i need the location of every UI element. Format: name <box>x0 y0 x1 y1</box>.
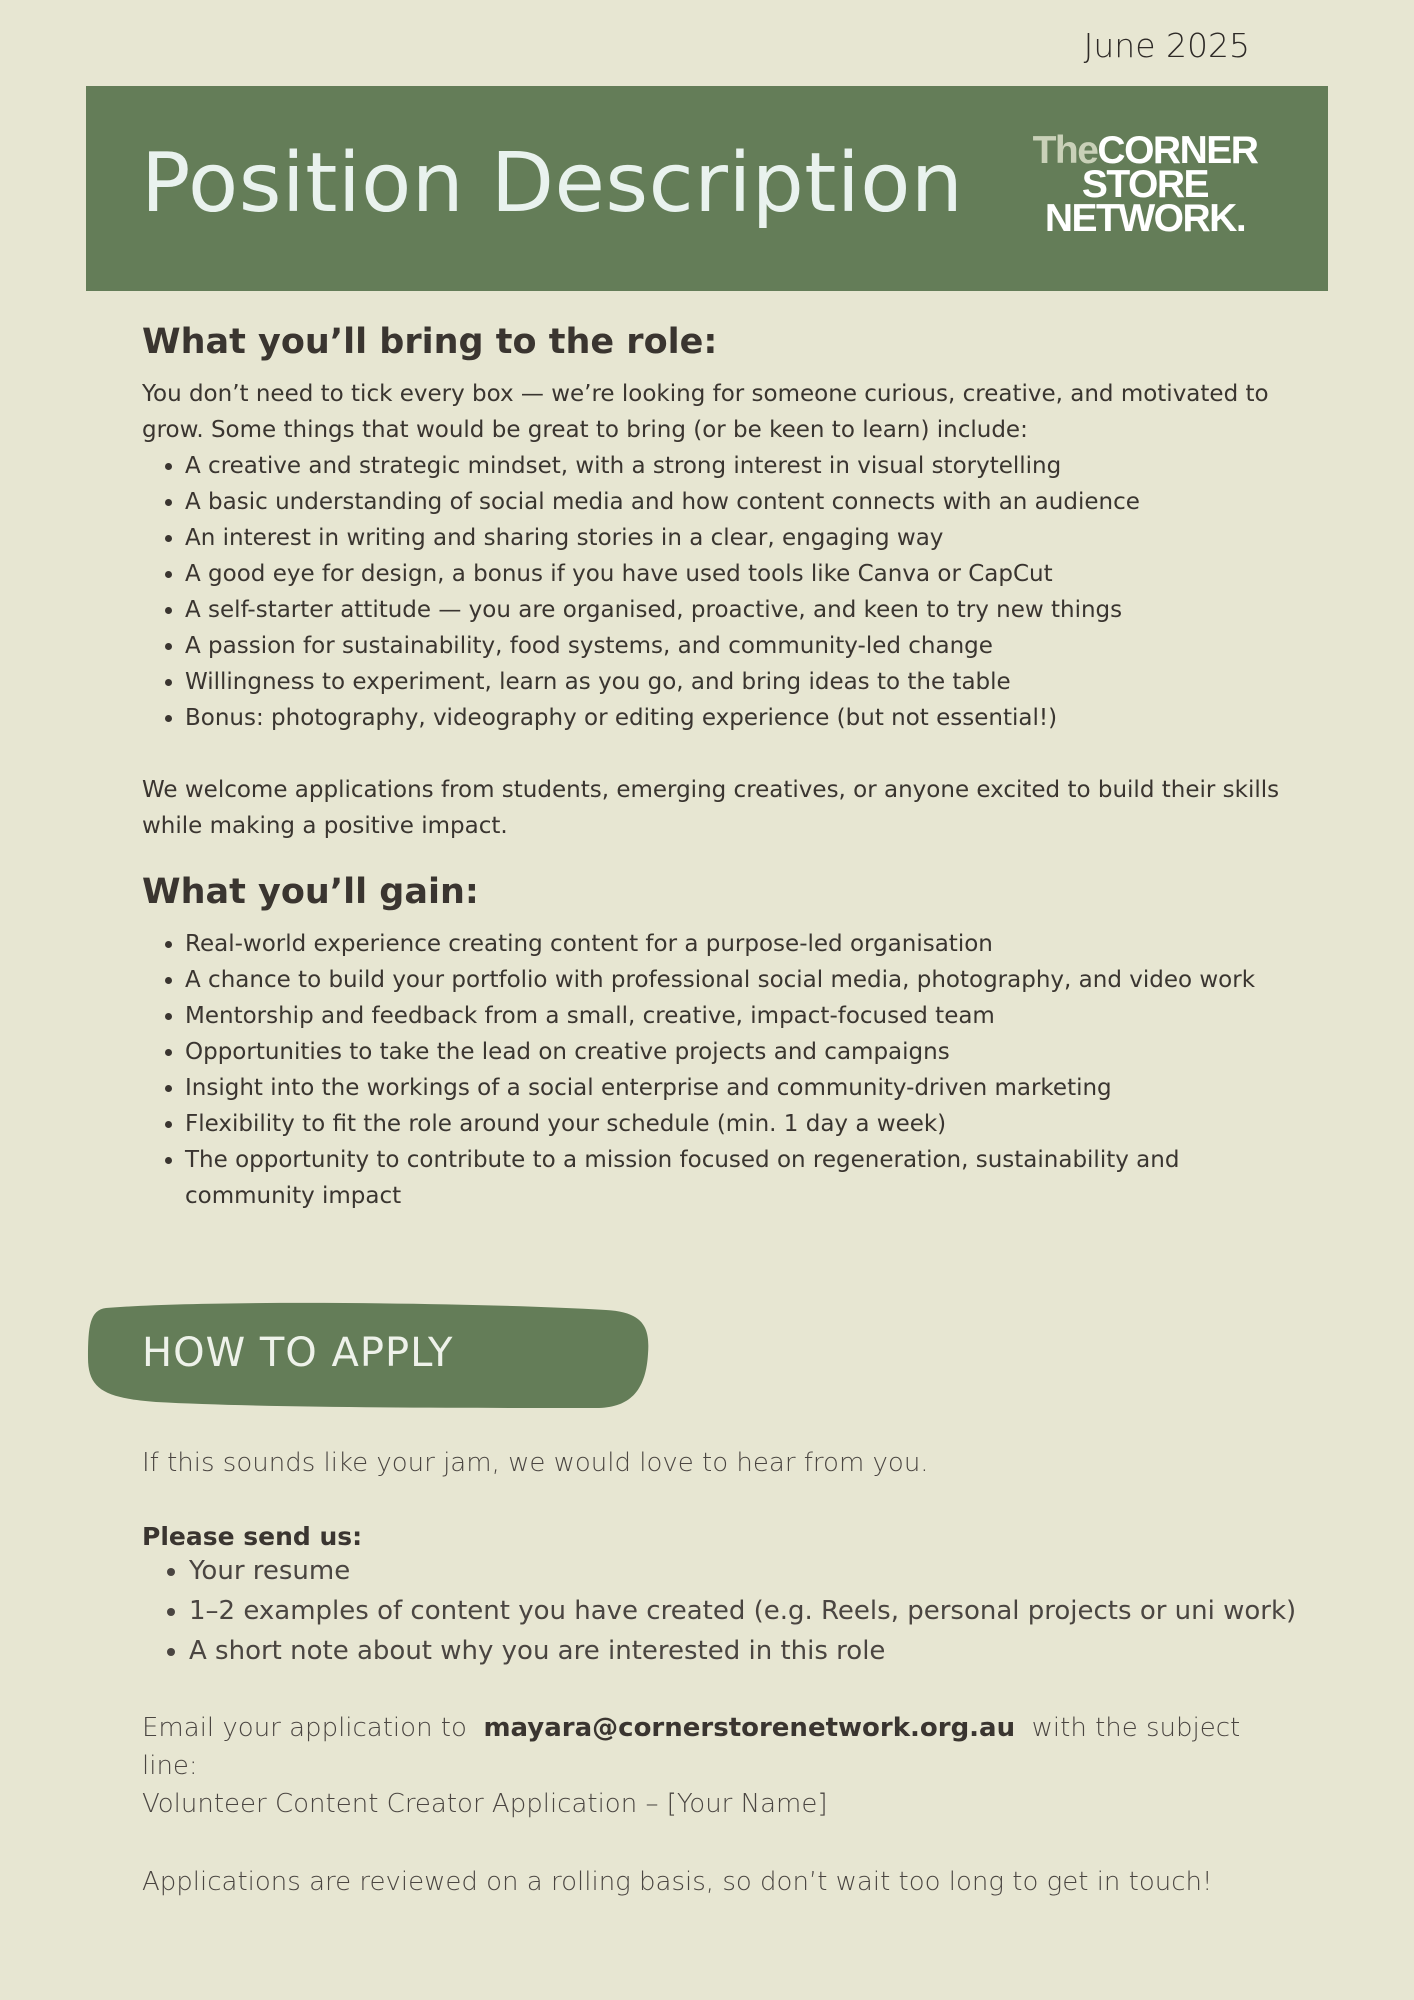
list-item: • A good eye for design, a bonus if you have used tools like Canva or CapCut <box>185 556 1302 592</box>
bring-list <box>142 448 1302 736</box>
list-item: • Your resume <box>189 1551 1302 1591</box>
email-instruction: Email your application to mayara@cornerstorenetwork.org.au with the subject line: <box>142 1713 1241 1781</box>
send-label: Please send us: <box>142 1522 363 1551</box>
bring-intro: You don’t need to tick every box — we’re looking for someone curious, creative, and motivated to grow. Some things that would be great to bring (or be keen to learn) include: <box>142 381 1269 443</box>
list-item: • An interest in writing and sharing stories in a clear, engaging way <box>185 520 1302 556</box>
gain-section <box>142 872 1302 1214</box>
list-item: • Flexibility to fit the role around your schedule (min. 1 day a week) <box>185 1106 1275 1142</box>
list-item: • Bonus: photography, videography or editing experience (but not essential!) <box>185 700 1302 736</box>
subject-line: Volunteer Content Creator Application – [Your Name] <box>142 1789 828 1819</box>
list-item: • Opportunities to take the lead on creative projects and campaigns <box>185 1034 1275 1070</box>
list-item: • Insight into the workings of a social enterprise and community-driven marketing <box>185 1070 1275 1106</box>
list-item: • A self-starter attitude — you are organised, proactive, and keen to try new things <box>185 592 1302 628</box>
page-title: Position Description <box>141 136 964 231</box>
apply-intro: If this sounds like your jam, we would love to hear from you. <box>142 1448 929 1478</box>
list-item: • A chance to build your portfolio with professional social media, photography, and video work <box>185 962 1275 998</box>
organisation-logo: TheCORNER STORE NETWORK. <box>1032 129 1258 240</box>
gain-list <box>142 926 1275 1214</box>
closing-note: Applications are reviewed on a rolling basis, so don’t wait too long to get in touch! <box>142 1867 1213 1897</box>
list-item: • A creative and strategic mindset, with a strong interest in visual storytelling <box>185 448 1302 484</box>
how-to-apply-heading: HOW TO APPLY <box>142 1330 454 1376</box>
gain-heading: What you’ll gain: <box>142 872 479 912</box>
list-item: • Real-world experience creating content for a purpose-led organisation <box>185 926 1275 962</box>
email-link[interactable]: mayara@cornerstorenetwork.org.au <box>483 1713 1016 1743</box>
document-date: June 2025 <box>1083 26 1250 65</box>
apply-section <box>142 1444 1302 1901</box>
list-item: • Mentorship and feedback from a small, creative, impact-focused team <box>185 998 1275 1034</box>
bring-section <box>142 322 1302 844</box>
welcome-paragraph: We welcome applications from students, emerging creatives, or anyone excited to build their skills while making a positive impact. <box>142 777 1280 839</box>
bring-heading: What you’ll bring to the role: <box>142 322 718 362</box>
list-item: • A short note about why you are interested in this role <box>189 1631 1302 1671</box>
list-item: • The opportunity to contribute to a mission focused on regeneration, sustainability and community impact <box>185 1142 1275 1214</box>
list-item: • 1–2 examples of content you have created (e.g. Reels, personal projects or uni work) <box>189 1591 1302 1631</box>
header-banner <box>86 86 1328 291</box>
send-list <box>142 1551 1302 1671</box>
list-item: • A basic understanding of social media and how content connects with an audience <box>185 484 1302 520</box>
list-item: • A passion for sustainability, food systems, and community-led change <box>185 628 1302 664</box>
list-item: • Willingness to experiment, learn as you go, and bring ideas to the table <box>185 664 1302 700</box>
